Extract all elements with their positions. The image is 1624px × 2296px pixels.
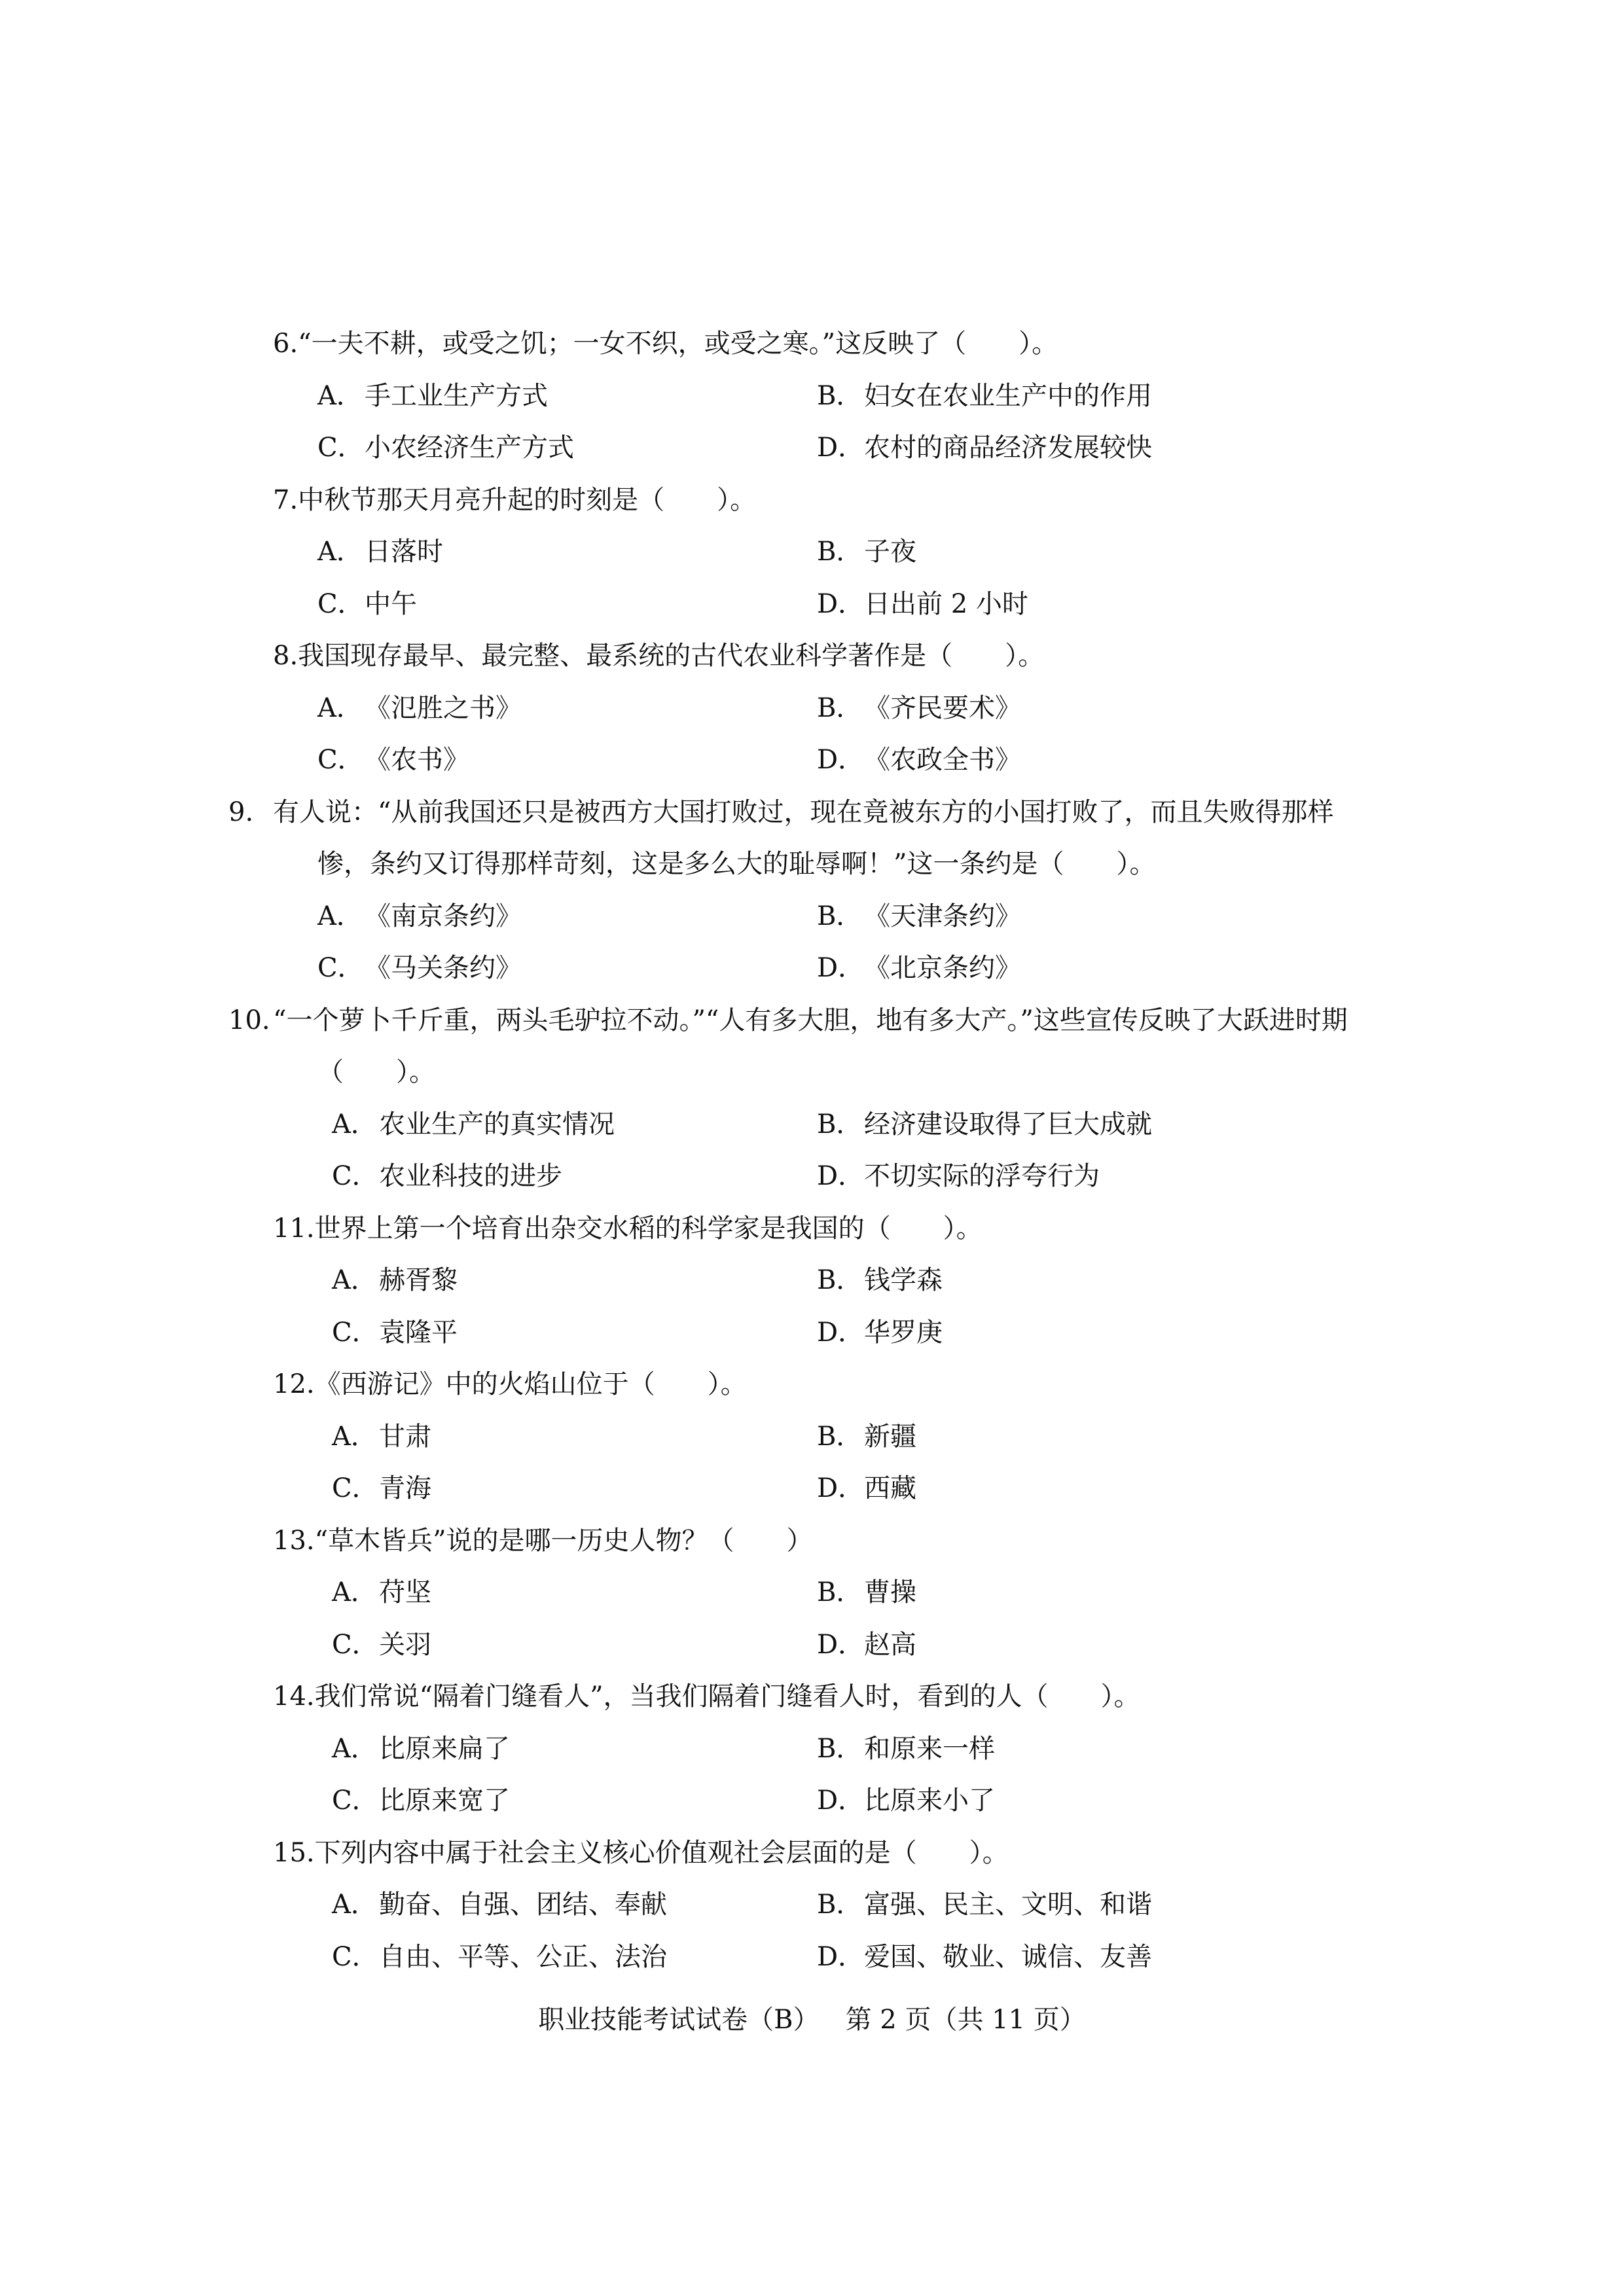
option-text: 《农书》 <box>365 745 469 775</box>
option-letter: D． <box>817 1629 865 1660</box>
question-stem <box>273 318 1386 370</box>
option-c <box>317 942 817 995</box>
option-letter: C． <box>332 1161 378 1191</box>
option-text: 《齐民要术》 <box>864 692 1021 723</box>
question-stem <box>273 1203 1386 1255</box>
option-text: 袁隆平 <box>379 1317 458 1348</box>
option-a <box>332 1099 817 1151</box>
question-text: 下列内容中属于社会主义核心价值观社会层面的是（ ）。 <box>314 1837 1009 1868</box>
option-text: 农业科技的进步 <box>379 1161 562 1191</box>
question-number: 7. <box>273 484 298 515</box>
question-number: 8. <box>273 641 298 671</box>
option-letter: A． <box>332 1890 377 1920</box>
option-text: 中午 <box>365 588 417 619</box>
option-letter: B． <box>817 901 863 931</box>
option-letter: D． <box>817 1941 865 1972</box>
option-letter: D． <box>817 433 865 463</box>
option-text: 苻坚 <box>379 1577 431 1607</box>
option-text: 子夜 <box>864 537 916 567</box>
option-grid <box>273 683 1386 787</box>
option-a <box>332 1255 817 1307</box>
option-letter: D． <box>817 1161 865 1191</box>
question-number: 11. <box>273 1213 315 1244</box>
option-text: 《农政全书》 <box>864 745 1021 775</box>
option-d <box>817 1151 1314 1203</box>
question-10 <box>228 995 1386 1203</box>
option-grid <box>273 891 1386 995</box>
option-text: 甘肃 <box>379 1421 431 1452</box>
option-b <box>817 1255 1314 1307</box>
option-text: 日落时 <box>365 537 443 567</box>
question-number: 12. <box>273 1369 315 1399</box>
question-number: 6. <box>273 329 298 359</box>
question-stem <box>273 1827 1386 1880</box>
option-letter: A． <box>332 1733 377 1764</box>
option-letter: B． <box>817 380 863 411</box>
option-text: 比原来宽了 <box>379 1785 510 1816</box>
option-c <box>317 422 817 475</box>
option-b <box>817 683 1314 735</box>
option-letter: C． <box>317 953 364 983</box>
option-text: 《北京条约》 <box>864 953 1021 983</box>
option-text: 西藏 <box>864 1473 916 1503</box>
option-letter: A． <box>317 537 363 567</box>
question-number: 15. <box>273 1837 315 1868</box>
option-text: 赫胥黎 <box>379 1265 458 1295</box>
option-d <box>817 1463 1314 1515</box>
option-letter: C． <box>317 588 364 619</box>
option-letter: C． <box>332 1785 378 1816</box>
option-letter: B． <box>817 692 863 723</box>
option-b <box>817 526 1314 579</box>
option-text: 小农经济生产方式 <box>365 433 574 463</box>
option-b <box>817 891 1314 943</box>
option-letter: C． <box>317 433 364 463</box>
exam-title: 职业技能考试试卷（B） <box>538 2005 820 2035</box>
option-letter: A． <box>317 692 363 723</box>
option-text: 手工业生产方式 <box>365 380 548 411</box>
question-13 <box>273 1515 1386 1672</box>
option-text: 钱学森 <box>864 1265 943 1295</box>
option-c <box>332 1619 817 1672</box>
question-text: 中秋节那天月亮升起的时刻是（ ）。 <box>298 484 757 515</box>
option-letter: A． <box>332 1109 377 1139</box>
question-text: 有人说：“从前我国还只是被西方大国打败过，现在竟被东方的小国打败了，而且失败得那样惨，条约又订得那样苛刻，这是多么大的耻辱啊！”这一条约是（ ）。 <box>273 797 1334 879</box>
option-text: 爱国、敬业、诚信、友善 <box>864 1941 1152 1972</box>
option-c <box>332 1463 817 1515</box>
question-number: 14. <box>273 1681 315 1712</box>
option-grid <box>273 1255 1386 1359</box>
question-stem: 10. “一个萝卜千斤重，两头毛驴拉不动。”“人有多大胆，地有多大产。”这些宣传反映了大跃进时期（ ）。 <box>228 1005 1348 1087</box>
option-letter: B． <box>817 537 863 567</box>
option-text: 曹操 <box>864 1577 916 1607</box>
option-letter: C． <box>317 745 364 775</box>
question-text: 世界上第一个培育出杂交水稻的科学家是我国的（ ）。 <box>314 1213 983 1244</box>
option-b <box>817 1723 1314 1776</box>
option-letter: A． <box>332 1421 377 1452</box>
question-15 <box>273 1827 1386 1984</box>
question-14 <box>273 1671 1386 1827</box>
option-d <box>817 1619 1314 1672</box>
question-text: “一夫不耕，或受之饥；一女不织，或受之寒。”这反映了（ ）。 <box>298 329 1058 359</box>
option-letter: A． <box>332 1265 377 1295</box>
question-stem: 9. 有人说：“从前我国还只是被西方大国打败过，现在竟被东方的小国打败了，而且失败得那样惨，条约又订得那样苛刻，这是多么大的耻辱啊！”这一条约是（ ）。 <box>228 797 1334 879</box>
option-text: 赵高 <box>864 1629 916 1660</box>
option-letter: B． <box>817 1421 863 1452</box>
question-list <box>228 318 1386 1983</box>
option-text: 比原来扁了 <box>379 1733 510 1764</box>
option-text: 《天津条约》 <box>864 901 1021 931</box>
option-text: 青海 <box>379 1473 431 1503</box>
option-a <box>317 370 817 423</box>
option-a <box>332 1879 817 1931</box>
option-letter: D． <box>817 1317 865 1348</box>
option-text: 妇女在农业生产中的作用 <box>864 380 1152 411</box>
option-letter: D． <box>817 588 865 619</box>
option-letter: A． <box>332 1577 377 1607</box>
option-c <box>317 579 817 631</box>
option-letter: B． <box>817 1577 863 1607</box>
question-text: “草木皆兵”说的是哪一历史人物？（ ） <box>314 1525 813 1556</box>
option-letter: C． <box>332 1629 378 1660</box>
option-d <box>817 422 1314 475</box>
option-d <box>817 942 1314 995</box>
option-letter: A． <box>317 901 363 931</box>
option-letter: B． <box>817 1109 863 1139</box>
question-text: “一个萝卜千斤重，两头毛驴拉不动。”“人有多大胆，地有多大产。”这些宣传反映了大跃进时期（ ）。 <box>273 1005 1348 1087</box>
option-letter: D． <box>817 745 865 775</box>
question-12 <box>273 1359 1386 1515</box>
option-text: 关羽 <box>379 1629 431 1660</box>
option-a <box>332 1411 817 1463</box>
option-a <box>317 683 817 735</box>
page-number: 第 2 页（共 11 页） <box>845 2005 1086 2035</box>
option-text: 《氾胜之书》 <box>365 692 522 723</box>
question-stem <box>273 630 1386 683</box>
option-grid <box>273 1411 1386 1515</box>
option-text: 和原来一样 <box>864 1733 995 1764</box>
option-grid <box>273 1723 1386 1827</box>
option-text: 农业生产的真实情况 <box>379 1109 615 1139</box>
question-stem <box>273 1515 1386 1568</box>
option-text: 《马关条约》 <box>365 953 522 983</box>
option-text: 比原来小了 <box>864 1785 995 1816</box>
question-stem <box>273 1359 1386 1411</box>
option-text: 日出前 2 小时 <box>864 588 1028 619</box>
question-number: 13. <box>273 1525 315 1556</box>
option-grid <box>273 526 1386 630</box>
option-letter: C． <box>332 1317 378 1348</box>
option-grid <box>273 1879 1386 1983</box>
option-letter: B． <box>817 1890 863 1920</box>
option-b <box>817 1879 1314 1931</box>
option-text: 经济建设取得了巨大成就 <box>864 1109 1152 1139</box>
option-text: 勤奋、自强、团结、奉献 <box>379 1890 667 1920</box>
option-text: 自由、平等、公正、法治 <box>379 1941 667 1972</box>
option-grid <box>273 1099 1386 1203</box>
option-a <box>317 891 817 943</box>
question-stem <box>273 475 1386 527</box>
option-c <box>332 1151 817 1203</box>
question-6 <box>273 318 1386 475</box>
question-stem <box>273 1671 1386 1723</box>
option-c <box>332 1775 817 1827</box>
option-b <box>817 1099 1314 1151</box>
option-b <box>817 370 1314 423</box>
option-letter: B． <box>817 1733 863 1764</box>
option-letter: D． <box>817 953 865 983</box>
option-text: 富强、民主、文明、和谐 <box>864 1890 1152 1920</box>
option-letter: A． <box>317 380 363 411</box>
option-a <box>332 1567 817 1619</box>
option-a <box>317 526 817 579</box>
option-text: 新疆 <box>864 1421 916 1452</box>
option-b <box>817 1411 1314 1463</box>
option-text: 《南京条约》 <box>365 901 522 931</box>
question-9 <box>228 787 1386 995</box>
option-d <box>817 734 1314 787</box>
option-a <box>332 1723 817 1776</box>
question-11 <box>273 1203 1386 1359</box>
option-d <box>817 1307 1314 1359</box>
question-text: 我们常说“隔着门缝看人”，当我们隔着门缝看人时，看到的人（ ）。 <box>314 1681 1140 1712</box>
option-text: 农村的商品经济发展较快 <box>864 433 1152 463</box>
option-c <box>317 734 817 787</box>
option-d <box>817 1775 1314 1827</box>
page-footer <box>0 2000 1624 2039</box>
option-text: 华罗庚 <box>864 1317 943 1348</box>
option-grid <box>273 1567 1386 1671</box>
option-letter: D． <box>817 1473 865 1503</box>
question-text: 《西游记》中的火焰山位于（ ）。 <box>314 1369 747 1399</box>
question-text: 我国现存最早、最完整、最系统的古代农业科学著作是（ ）。 <box>298 641 1045 671</box>
option-d <box>817 1931 1314 1984</box>
option-letter: D． <box>817 1785 865 1816</box>
option-c <box>332 1307 817 1359</box>
option-b <box>817 1567 1314 1619</box>
option-text: 不切实际的浮夸行为 <box>864 1161 1100 1191</box>
option-c <box>332 1931 817 1984</box>
option-letter: C． <box>332 1473 378 1503</box>
question-7 <box>273 475 1386 631</box>
question-8 <box>273 630 1386 787</box>
option-letter: C． <box>332 1941 378 1972</box>
option-letter: B． <box>817 1265 863 1295</box>
option-grid <box>273 370 1386 475</box>
option-d <box>817 579 1314 631</box>
